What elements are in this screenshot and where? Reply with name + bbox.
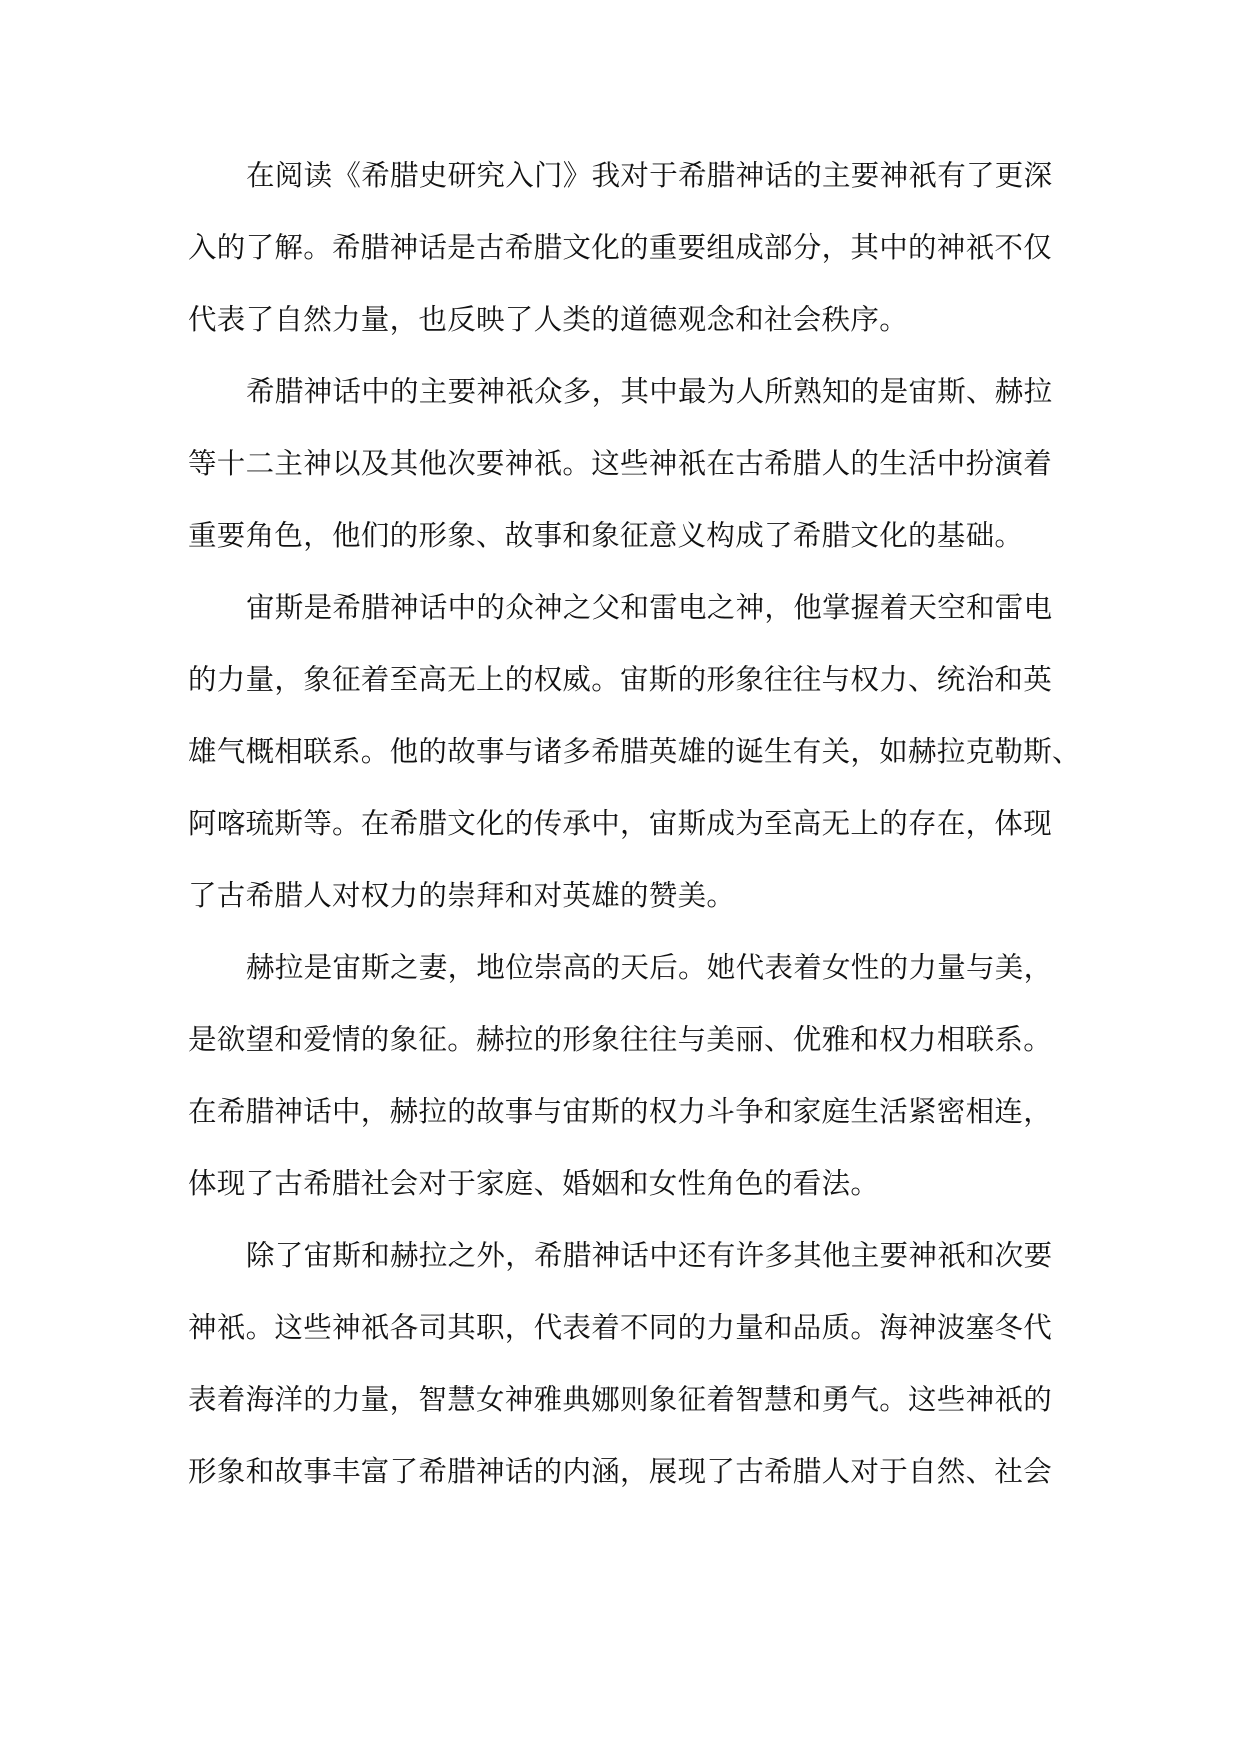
paragraph-1-line-1: 在阅读《希腊史研究入门》我对于希腊神话的主要神祇有了更深 — [246, 159, 1053, 192]
paragraph-1-line-2: 入的了解。希腊神话是古希腊文化的重要组成部分，其中的神祇不仅 — [188, 231, 1053, 264]
paragraph-5-line-2: 神祇。这些神祇各司其职，代表着不同的力量和品质。海神波塞冬代 — [188, 1311, 1053, 1344]
paragraph-2-line-3: 重要角色，他们的形象、故事和象征意义构成了希腊文化的基础。 — [188, 519, 1024, 552]
paragraph-3-line-1: 宙斯是希腊神话中的众神之父和雷电之神，他掌握着天空和雷电 — [246, 591, 1053, 624]
paragraph-1-line-3: 代表了自然力量，也反映了人类的道德观念和社会秩序。 — [188, 303, 909, 336]
paragraph-4-line-2: 是欲望和爱情的象征。赫拉的形象往往与美丽、优雅和权力相联系。 — [188, 1023, 1053, 1056]
paragraph-2-line-2: 等十二主神以及其他次要神祇。这些神祇在古希腊人的生活中扮演着 — [188, 447, 1053, 480]
paragraph-3-line-5: 了古希腊人对权力的崇拜和对英雄的赞美。 — [188, 879, 736, 912]
document-body — [188, 140, 1081, 1508]
paragraph-2-line-1: 希腊神话中的主要神祇众多，其中最为人所熟知的是宙斯、赫拉 — [246, 375, 1053, 408]
paragraph-4-line-1: 赫拉是宙斯之妻，地位崇高的天后。她代表着女性的力量与美， — [246, 951, 1053, 984]
paragraph-5-line-3: 表着海洋的力量，智慧女神雅典娜则象征着智慧和勇气。这些神祇的 — [188, 1383, 1053, 1416]
paragraph-5-line-1: 除了宙斯和赫拉之外，希腊神话中还有许多其他主要神祇和次要 — [246, 1239, 1053, 1272]
paragraph-4-line-4: 体现了古希腊社会对于家庭、婚姻和女性角色的看法。 — [188, 1167, 880, 1200]
paragraph-3-line-2: 的力量，象征着至高无上的权威。宙斯的形象往往与权力、统治和英 — [188, 663, 1053, 696]
paragraph-4-line-3: 在希腊神话中，赫拉的故事与宙斯的权力斗争和家庭生活紧密相连， — [188, 1095, 1053, 1128]
paragraph-5-line-4: 形象和故事丰富了希腊神话的内涵，展现了古希腊人对于自然、社会 — [188, 1455, 1053, 1488]
paragraph-3-line-4: 阿喀琉斯等。在希腊文化的传承中，宙斯成为至高无上的存在，体现 — [188, 807, 1053, 840]
paragraph-3-line-3: 雄气概相联系。他的故事与诸多希腊英雄的诞生有关，如赫拉克勒斯、 — [188, 735, 1081, 768]
